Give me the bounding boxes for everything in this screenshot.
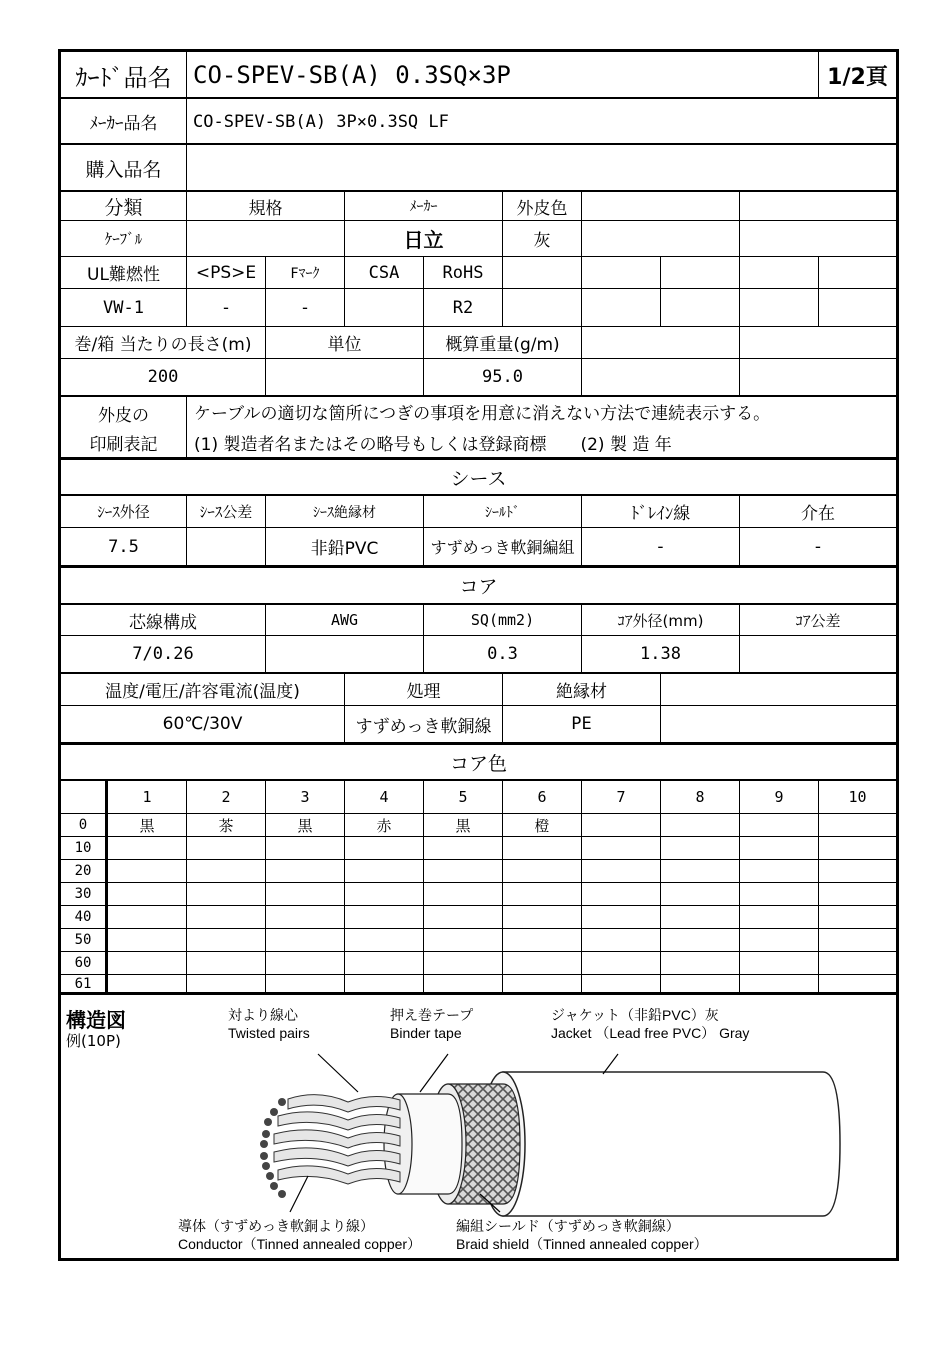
core-header-treatment: 処理 [406, 682, 441, 702]
class-header-jacket-color: 外皮色 [516, 198, 568, 219]
sheath-header-tolerance: ｼｰｽ公差 [199, 503, 253, 521]
color-col-8: 8 [695, 788, 705, 806]
std-value-fmark: - [299, 297, 311, 318]
std-header-extra-4 [740, 257, 818, 288]
length-header-extra-2 [740, 327, 896, 358]
color-col-9: 9 [774, 788, 784, 806]
color-row-label: 30 [74, 886, 92, 902]
core-header-tolerance: ｺｱ公差 [795, 611, 841, 630]
std-header-extra-1 [503, 257, 581, 288]
sheath-value-insulation: 非鉛PVC [310, 539, 379, 559]
color-cell: 赤 [376, 816, 392, 835]
color-row-label: 0 [78, 817, 88, 833]
length-header-per-reel: 巻/箱 当たりの長さ(m) [74, 335, 252, 355]
core-header-extra [661, 674, 896, 705]
class-header-extra-1 [582, 192, 739, 220]
std-header-extra-3 [661, 257, 739, 288]
color-col-4: 4 [379, 788, 389, 806]
color-cell [582, 814, 660, 836]
sheath-header-insulation: ｼｰｽ絶縁材 [313, 504, 376, 521]
color-row-label: 40 [74, 909, 92, 925]
color-row-label: 60 [74, 955, 92, 971]
twisted-pairs-jp: 対より線心 [228, 1007, 298, 1023]
sheath-title: シース [450, 467, 507, 490]
length-value-extra-2 [740, 359, 896, 395]
color-cell: 黒 [455, 816, 471, 835]
std-value-pse: - [220, 297, 232, 318]
std-header-extra-5 [819, 257, 896, 288]
color-col-1: 1 [142, 788, 152, 806]
purchase-name-value [187, 145, 887, 191]
color-cell: 茶 [218, 816, 234, 835]
class-value-jacket-color: 灰 [533, 231, 551, 251]
core-value-insulation: PE [571, 714, 592, 734]
sheath-header-outer-dia: ｼｰｽ外径 [97, 503, 150, 521]
std-value-ul: VW-1 [103, 297, 144, 318]
class-header-extra-2 [740, 192, 896, 220]
sheath-value-outer-dia: 7.5 [108, 536, 139, 557]
color-col-7: 7 [616, 788, 626, 806]
core-header-rating: 温度/電圧/許容電流(温度) [105, 682, 300, 702]
conductor-label [178, 1217, 421, 1253]
core-value-sq: 0.3 [487, 644, 518, 664]
std-value-extra-4 [740, 289, 818, 326]
class-header-category: 分類 [104, 196, 143, 219]
color-col-10: 10 [848, 788, 867, 806]
std-value-extra-3 [661, 289, 739, 326]
color-cell [661, 814, 739, 836]
binder-tape-en: Binder tape [390, 1025, 462, 1041]
card-name-value: CO-SPEV-SB(A) 0.3SQ×3P [193, 61, 511, 89]
color-cell: 橙 [534, 816, 550, 835]
spec-sheet [58, 49, 899, 1261]
std-value-extra-1 [503, 289, 581, 326]
binder-tape-jp: 押え巻テープ [390, 1007, 474, 1023]
core-header-sq: SQ(mm2) [470, 611, 535, 629]
conductor-en: Conductor（Tinned annealed copper） [178, 1236, 422, 1252]
print-text-line2: (1) 製造者名またはその略号もしくは登録商標 (2) 製 造 年 [194, 435, 672, 455]
std-header-extra-2 [582, 257, 660, 288]
core-value-tolerance [740, 636, 896, 672]
print-label-line2: 印刷表記 [89, 434, 158, 455]
std-header-pse: <PS>E [195, 262, 257, 283]
length-header-extra-1 [582, 327, 739, 358]
print-text-line1: ケーブルの適切な箇所につぎの事項を用意に消えない方法で連続表示する。 [194, 404, 771, 424]
sheath-header-shield: ｼｰﾙﾄﾞ [485, 504, 520, 521]
class-value-maker: 日立 [403, 228, 444, 252]
color-cell: 黒 [139, 816, 155, 835]
class-value-extra-1 [582, 221, 739, 256]
conductor-jp: 導体（すずめっき軟銅より線） [178, 1218, 374, 1234]
std-header-rohs: RoHS [442, 262, 484, 283]
sheath-header-drain: ﾄﾞﾚｲﾝ線 [630, 504, 691, 524]
std-value-extra-2 [582, 289, 660, 326]
twisted-pairs-label [228, 1006, 310, 1042]
core-color-title: コア色 [449, 752, 507, 775]
length-value-per-reel: 200 [147, 367, 179, 387]
color-row-label: 50 [74, 932, 92, 948]
card-name-label: ｶｰﾄﾞ品名 [75, 63, 172, 92]
color-col-5: 5 [458, 788, 468, 806]
conductor-tips-shape [260, 1098, 286, 1198]
core-title: コア [459, 576, 498, 598]
sheath-value-drain: - [657, 536, 664, 557]
std-header-fmark: Fﾏｰｸ [290, 265, 320, 282]
length-value-extra-1 [582, 359, 739, 395]
core-header-strand: 芯線構成 [129, 612, 197, 633]
sheath-value-tolerance [187, 528, 265, 565]
braid-shield-en: Braid shield（Tinned annealed copper） [456, 1236, 708, 1252]
std-value-csa [345, 289, 423, 326]
core-header-awg: AWG [330, 611, 359, 629]
jacket-en: Jacket （Lead free PVC） Gray [551, 1025, 750, 1041]
length-value-unit [266, 359, 423, 395]
length-header-unit: 単位 [327, 335, 362, 355]
std-header-csa: CSA [368, 262, 400, 283]
sheath-header-filler: 介在 [801, 504, 835, 524]
color-cell: 黒 [297, 816, 313, 835]
core-value-outer-dia: 1.38 [640, 644, 681, 664]
twisted-pairs-shape [274, 1095, 400, 1184]
sheath-value-shield: すずめっき軟銅編組 [430, 538, 575, 557]
core-value-rating: 60℃/30V [162, 714, 243, 734]
cable-structure-illustration [208, 1044, 848, 1219]
class-value-extra-2 [740, 221, 896, 256]
length-header-weight: 概算重量(g/m) [445, 335, 560, 355]
page-number: 1/2頁 [827, 64, 888, 90]
color-cell [740, 814, 818, 836]
core-value-extra [661, 706, 896, 742]
class-value-category: ｹｰﾌﾞﾙ [104, 230, 143, 248]
color-col-2: 2 [221, 788, 231, 806]
core-header-outer-dia: ｺｱ外径(mm) [617, 611, 704, 630]
purchase-name-label: 購入品名 [85, 158, 162, 181]
class-value-standard [187, 221, 344, 256]
braid-shield-label [456, 1217, 708, 1253]
color-row-label: 10 [74, 840, 92, 856]
maker-name-label: ﾒｰｶｰ品名 [89, 114, 158, 134]
core-value-awg [266, 636, 423, 672]
core-value-treatment: すずめっき軟銅線 [355, 716, 492, 737]
std-header-ul: UL難燃性 [87, 265, 160, 285]
color-col-6: 6 [537, 788, 547, 806]
jacket-jp: ジャケット（非鉛PVC）灰 [551, 1007, 719, 1023]
class-header-maker: ﾒｰｶｰ [409, 199, 438, 215]
diagram-subtitle: 例(10P) [66, 1032, 121, 1050]
color-row-label: 20 [74, 863, 92, 879]
color-col-3: 3 [300, 788, 310, 806]
std-value-extra-5 [819, 289, 896, 326]
core-value-strand: 7/0.26 [132, 644, 194, 664]
twisted-pairs-en: Twisted pairs [228, 1025, 310, 1041]
sheath-value-filler: - [814, 536, 822, 557]
binder-tape-label [390, 1006, 473, 1042]
diagram-title: 構造図 [66, 1008, 126, 1032]
color-cell [819, 814, 896, 836]
core-header-insulation: 絶縁材 [556, 682, 607, 702]
maker-name-value: CO-SPEV-SB(A) 3P×0.3SQ LF [193, 111, 449, 132]
std-value-rohs: R2 [452, 297, 474, 318]
length-value-weight: 95.0 [482, 367, 523, 387]
color-row-label: 61 [74, 975, 92, 992]
jacket-label [551, 1006, 749, 1042]
jacket-shape [503, 1072, 840, 1216]
class-header-standard: 規格 [248, 198, 283, 219]
print-label-line1: 外皮の [98, 405, 149, 426]
braid-shield-jp: 編組シールド（すずめっき軟銅線） [456, 1218, 680, 1234]
